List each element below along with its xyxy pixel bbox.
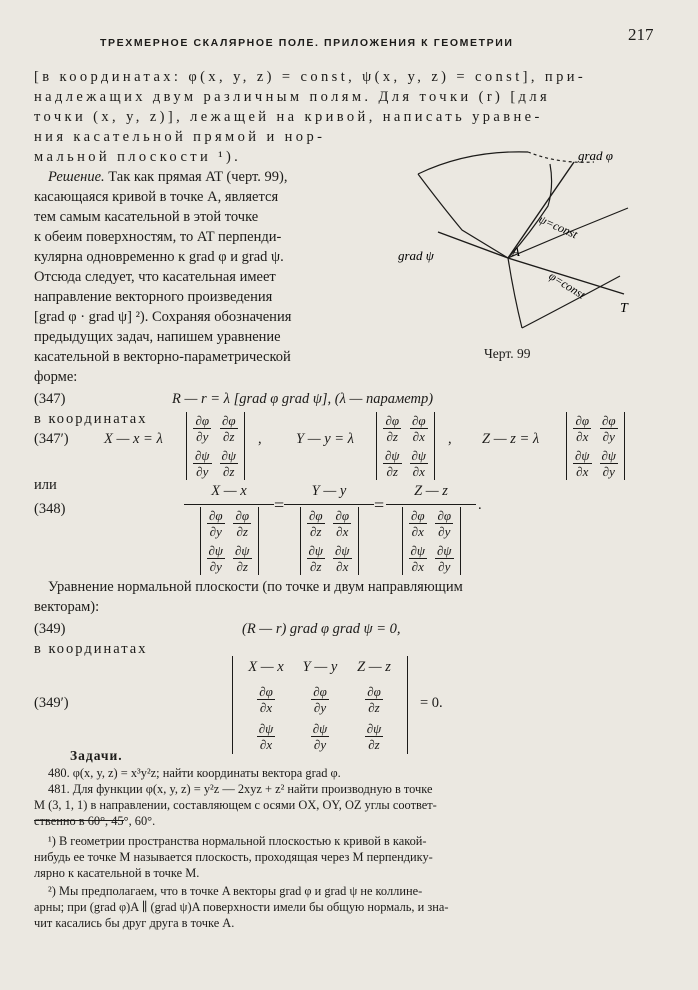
- solution-line: [grad φ · grad ψ] ²). Сохраняя обозначения: [34, 309, 292, 325]
- figure-caption: Черт. 99: [484, 346, 531, 361]
- partial-psi-dz: $\frac{\partial\psi}{\partial z}$: [221, 448, 236, 479]
- fraction-z: [394, 482, 468, 575]
- intro-line-3: точки (x, y, z)], лежащей на кривой, написать уравне-: [34, 109, 543, 125]
- normal-plane-text-2: векторам):: [34, 599, 100, 615]
- partial-phi-dx: $\frac{\partial\varphi}{\partial x}$: [575, 413, 590, 444]
- partial-phi-dy: $\frac{\partial\varphi}{\partial y}$: [313, 683, 327, 715]
- problem-481-line-2: M (3, 1, 1) в направлении, составляющем с осями OX, OY, OZ углы соответ-: [34, 798, 437, 812]
- eq-349-number: (349): [34, 621, 66, 637]
- intro-line-4: ния касательной прямой и нор-: [34, 129, 326, 145]
- footnote-2-line: арны; при (grad φ)A ∥ (grad ψ)A поверхности имели бы общую нормаль, и зна-: [34, 900, 449, 914]
- in-coordinates-label-2: в координатах: [34, 641, 148, 657]
- partial-phi-dz: $\frac{\partial\varphi}{\partial z}$: [385, 413, 400, 444]
- partial-psi-dx: $\frac{\partial\psi}{\partial x}$: [411, 448, 426, 479]
- partial-psi-dz: $\frac{\partial\psi}{\partial z}$: [366, 720, 382, 752]
- in-coordinates-label: в координатах: [34, 411, 148, 427]
- footnote-rule: [34, 820, 124, 821]
- eq-347-number: (347): [34, 391, 66, 407]
- problems-heading: Задачи.: [70, 748, 123, 763]
- problem-480: 480. φ(x, y, z) = x³y²z; найти координаты вектора grad φ.: [48, 766, 341, 780]
- figure-99-diagram: [398, 136, 668, 336]
- numerator-y: Y — y: [284, 482, 374, 505]
- solution-first-line: [48, 168, 287, 188]
- grad-psi-label: grad ψ: [398, 248, 434, 263]
- partial-psi-dx: $\frac{\partial\psi}{\partial x}$: [575, 448, 590, 479]
- normal-plane-text-1: Уравнение нормальной плоскости (по точке и двум направляющим: [48, 579, 463, 595]
- footnote-1-line: нибудь ее точке M называется плоскость, проходящая через M перпендику-: [34, 850, 433, 864]
- partial-phi-dz: $\frac{\partial\varphi}{\partial z}$: [367, 683, 381, 715]
- numerator-z: Z — z: [386, 482, 476, 505]
- partial-psi-dy: $\frac{\partial\psi}{\partial y}$: [601, 448, 616, 479]
- psi-const-label: ψ=const: [536, 211, 580, 242]
- point-a-label: A: [512, 244, 520, 259]
- phi-const-label: φ=const: [546, 268, 588, 302]
- footnote-2-line: ²) Мы предполагаем, что в точке A векторы grad φ и grad ψ не коллине-: [48, 884, 423, 898]
- solution-line: касательной в векторно-параметрической: [34, 349, 291, 365]
- solution-line: кулярна одновременно к grad φ и grad ψ.: [34, 249, 284, 265]
- partial-psi-dx: $\frac{\partial\psi}{\partial x}$: [258, 720, 274, 752]
- partial-phi-dy: $\frac{\partial\varphi}{\partial y}$: [601, 413, 616, 444]
- det-cell: X — x: [248, 659, 284, 675]
- fraction-y: [292, 482, 366, 575]
- grad-phi-label: grad φ: [578, 148, 614, 163]
- denominator-det-z: $\frac{\partial\varphi}{\partial x}$ $\frac{\partial\varphi}{\partial y}$ $\frac{\partial\psi}{\partial x}$ $\frac{\partial\psi}{\partial y}$: [402, 507, 461, 575]
- denominator-det-y: $\frac{\partial\varphi}{\partial z}$ $\frac{\partial\varphi}{\partial x}$ $\frac{\partial\psi}{\partial z}$ $\frac{\partial\psi}{\partial x}$: [300, 507, 359, 575]
- partial-phi-dy: $\frac{\partial\varphi}{\partial y}$: [195, 413, 210, 444]
- partial-phi-dx: $\frac{\partial\varphi}{\partial x}$: [411, 413, 426, 444]
- determinant-y: [376, 412, 435, 480]
- det-cell: Y — y: [302, 659, 338, 675]
- running-title: ТРЕХМЕРНОЕ СКАЛЯРНОЕ ПОЛЕ. ПРИЛОЖЕНИЯ К ГЕОМЕТРИИ: [100, 37, 514, 49]
- solution-line: к обеим поверхностям, то AT перпенди-: [34, 229, 282, 245]
- partial-psi-dz: $\frac{\partial\psi}{\partial z}$: [385, 448, 400, 479]
- equals-sign: =: [374, 495, 385, 515]
- eq-347p-number: (347′): [34, 431, 69, 447]
- comma: ,: [258, 431, 262, 447]
- page-number: 217: [628, 25, 654, 44]
- equals-sign: =: [274, 495, 285, 515]
- period: .: [478, 497, 482, 513]
- solution-line: форме:: [34, 369, 78, 385]
- eq-347p-lhs-z: Z — z = λ: [482, 431, 540, 447]
- footnote-1-line: лярно к касательной в точке M.: [34, 866, 200, 880]
- partial-phi-dx: $\frac{\partial\varphi}{\partial x}$: [259, 683, 273, 715]
- partial-phi-dz: $\frac{\partial\varphi}{\partial z}$: [221, 413, 236, 444]
- denominator-det-x: $\frac{\partial\varphi}{\partial y}$ $\frac{\partial\varphi}{\partial z}$ $\frac{\partial\psi}{\partial y}$ $\frac{\partial\psi}{\partial z}$: [200, 507, 259, 575]
- solution-line: касающаяся кривой в точке A, является: [34, 189, 279, 205]
- intro-line-1: [в координатах: φ(x, y, z) = const, ψ(x, y, z) = const], при-: [34, 69, 587, 85]
- intro-line-2: надлежащих двум различным полям. Для точки (r) [для: [34, 89, 551, 105]
- curve-through-a: [508, 258, 522, 328]
- eq-347p-lhs-y: Y — y = λ: [296, 431, 354, 447]
- solution-line: Отсюда следует, что касательная имеет: [34, 269, 276, 285]
- surface-edge-left: [418, 174, 508, 258]
- partial-psi-dy: $\frac{\partial\psi}{\partial y}$: [312, 720, 328, 752]
- or-label: или: [34, 477, 57, 493]
- solution-line: направление векторного произведения: [34, 289, 273, 305]
- solution-label: Решение.: [48, 169, 105, 185]
- determinant-3x3: [232, 656, 408, 754]
- partial-psi-dy: $\frac{\partial\psi}{\partial y}$: [195, 448, 210, 479]
- surface-edge-top: [418, 152, 528, 174]
- solution-line: тем самым касательной в этой точке: [34, 209, 259, 225]
- fraction-x: [192, 482, 266, 575]
- eq-347p-lhs-x: X — x = λ: [104, 431, 163, 447]
- determinant-z: [566, 412, 625, 480]
- eq-349p-number: (349′): [34, 695, 69, 711]
- problem-481-line-1: 481. Для функции φ(x, y, z) = y²z — 2xyz + z² найти производную в точке: [48, 782, 433, 796]
- footnote-1-line: ¹) В геометрии пространства нормальной плоскостью к кривой в какой-: [48, 834, 427, 848]
- eq-348-number: (348): [34, 501, 66, 517]
- det-cell: Z — z: [357, 659, 391, 675]
- point-t-label: T: [620, 301, 628, 316]
- determinant-x: [186, 412, 245, 480]
- eq-347: R — r = λ [grad φ grad ψ], (λ — параметр): [172, 391, 434, 407]
- eq-349: (R — r) grad φ grad ψ = 0,: [242, 621, 401, 637]
- intro-line-5: мальной плоскости ¹).: [34, 149, 242, 165]
- solution-first-text: Так как прямая AT (черт. 99),: [104, 169, 288, 185]
- equals-zero: = 0.: [420, 695, 443, 711]
- solution-line: предыдущих задач, напишем уравнение: [34, 329, 281, 345]
- grad-psi-vector: [438, 232, 508, 258]
- footnote-2-line: чит касались бы друг друга в точке A.: [34, 916, 235, 930]
- comma: ,: [448, 431, 452, 447]
- numerator-x: X — x: [184, 482, 274, 505]
- problem-481-line-3: ственно в 60°, 45°, 60°.: [34, 814, 156, 828]
